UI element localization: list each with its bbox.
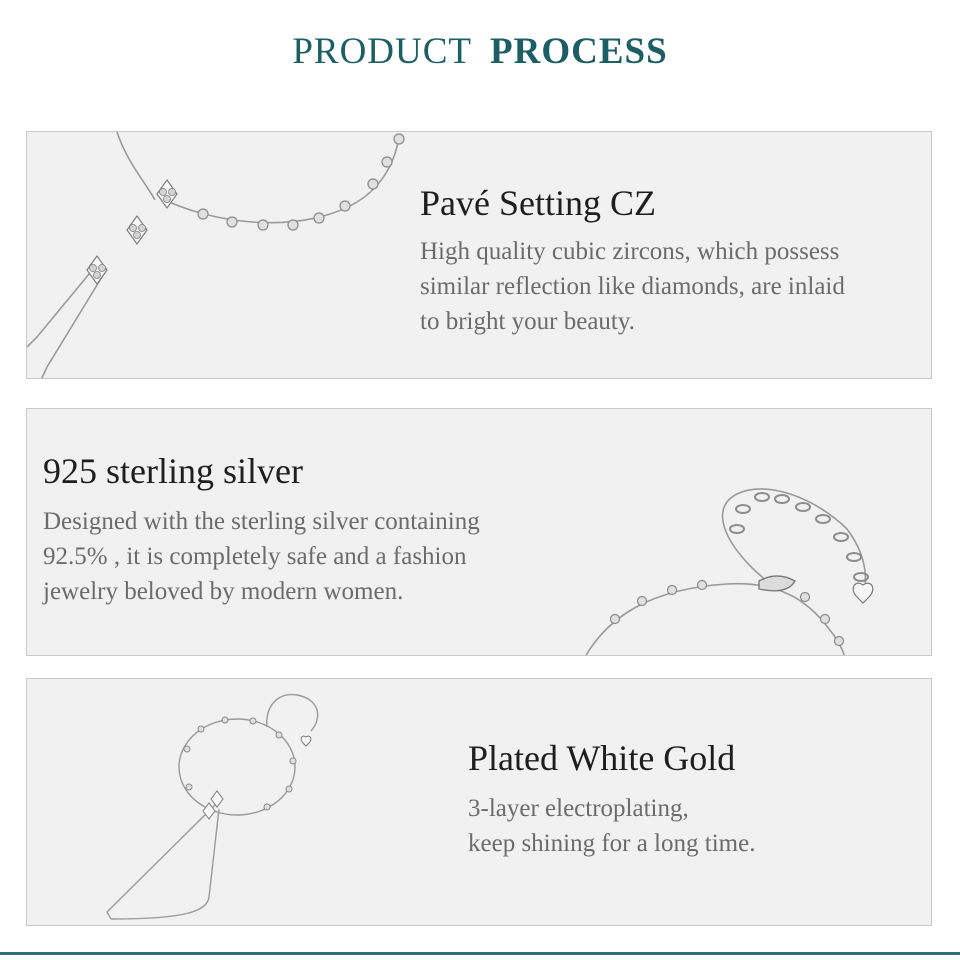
description-line: to bright your beauty.	[420, 308, 636, 335]
description-line: keep shining for a long time.	[468, 830, 756, 857]
description-line: 92.5% , it is completely safe and a fashion	[43, 543, 467, 570]
feature-title: Pavé Setting CZ	[420, 183, 656, 223]
feature-panel-white-gold	[26, 678, 932, 926]
footer-divider	[0, 952, 960, 955]
description-line: similar reflection like diamonds, are inlaid	[420, 273, 845, 300]
description-line: Designed with the sterling silver containing	[43, 508, 480, 535]
feature-panel-pave-setting	[26, 131, 932, 379]
feature-title: Plated White Gold	[468, 738, 736, 778]
cz-stone-chain-image	[27, 132, 417, 379]
feature-title: 925 sterling silver	[43, 451, 303, 491]
description-line: 3-layer electroplating,	[468, 795, 689, 822]
feature-panel-sterling-silver	[26, 408, 932, 656]
description-line: jewelry beloved by modern women.	[43, 578, 404, 605]
clasp-extender-image	[567, 469, 907, 656]
title-light: PRODUCT	[292, 31, 473, 72]
hand-chain-image	[97, 687, 327, 923]
description-line: High quality cubic zircons, which possess	[420, 238, 840, 265]
page-title	[0, 30, 960, 73]
feature-description	[468, 791, 755, 861]
feature-description	[420, 234, 845, 339]
feature-description	[43, 504, 480, 609]
title-bold: PROCESS	[490, 31, 668, 72]
